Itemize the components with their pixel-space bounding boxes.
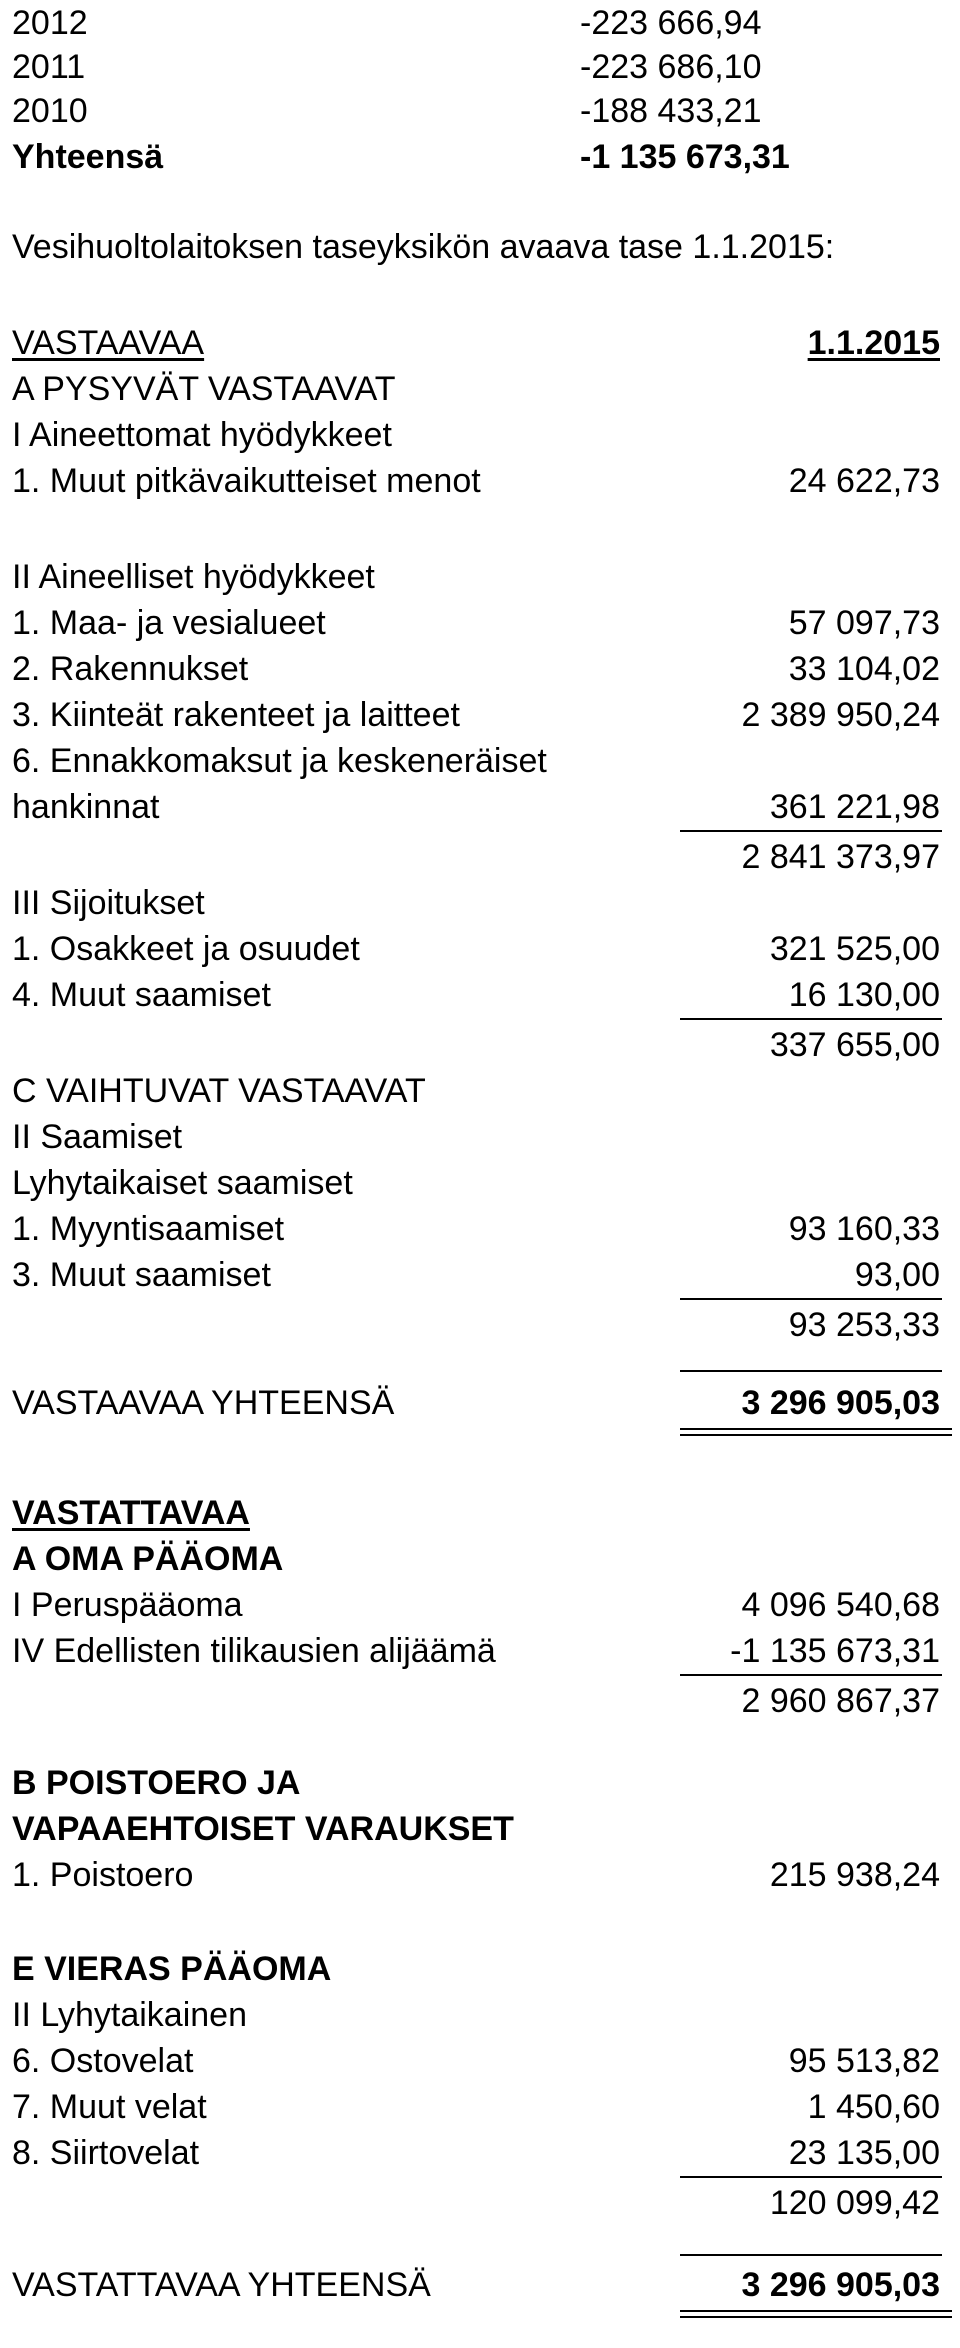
- history-year: 2011: [12, 48, 86, 86]
- line-item: [0, 2038, 960, 2084]
- subtotal-row: [0, 2180, 960, 2226]
- line-item-value: 93 160,33: [788, 1210, 940, 1248]
- section-e-row: [0, 1946, 960, 1992]
- line-item: [0, 926, 960, 972]
- history-year: 2010: [12, 92, 88, 130]
- subtotal-value: 93 253,33: [788, 1306, 940, 1344]
- section-iii-heading: III Sijoitukset: [12, 884, 205, 922]
- section-c-short-row: [0, 1160, 960, 1206]
- section-c-ii-heading: II Saamiset: [12, 1118, 183, 1156]
- total-rule-top: [680, 1370, 942, 1372]
- section-ii-heading: II Aineelliset hyödykkeet: [12, 558, 375, 596]
- line-item: [0, 784, 960, 830]
- line-item-value: 1 450,60: [807, 2088, 940, 2126]
- section-e-heading: E VIERAS PÄÄOMA: [12, 1950, 332, 1988]
- history-row: [0, 44, 960, 90]
- liabilities-total-value: 3 296 905,03: [741, 2266, 940, 2304]
- line-item-value: 33 104,02: [788, 650, 940, 688]
- line-item-label: 2. Rakennukset: [12, 650, 249, 688]
- line-item: [0, 2130, 960, 2176]
- liabilities-total-row: [0, 2262, 960, 2308]
- line-item-label: I Peruspääoma: [12, 1586, 243, 1624]
- assets-total-row: [0, 1380, 960, 1426]
- intro-text: Vesihuoltolaitoksen taseyksikön avaava tase 1.1.2015:: [12, 228, 835, 266]
- section-e-ii-heading: II Lyhytaikainen: [12, 1996, 247, 2034]
- history-row: [0, 0, 960, 46]
- line-item-value: 23 135,00: [788, 2134, 940, 2172]
- line-item-label: IV Edellisten tilikausien alijäämä: [12, 1632, 496, 1670]
- line-item-label: 1. Muut pitkävaikutteiset menot: [12, 462, 481, 500]
- line-item: [0, 972, 960, 1018]
- liabilities-heading: VASTATTAVAA: [12, 1494, 250, 1532]
- line-item-value: 215 938,24: [769, 1856, 940, 1894]
- subtotal-row: [0, 834, 960, 880]
- total-double-rule: [680, 2310, 952, 2318]
- section-c-short-heading: Lyhytaikaiset saamiset: [12, 1164, 353, 1202]
- section-b-heading: VAPAAEHTOISET VARAUKSET: [12, 1810, 514, 1848]
- subtotal-value: 2 841 373,97: [741, 838, 940, 876]
- section-b-row: [0, 1760, 960, 1806]
- line-item-label: 3. Muut saamiset: [12, 1256, 271, 1294]
- line-item: [0, 2084, 960, 2130]
- section-c-heading: C VAIHTUVAT VASTAAVAT: [12, 1072, 426, 1110]
- history-amount: -223 666,94: [580, 4, 762, 42]
- line-item-label: hankinnat: [12, 788, 160, 826]
- subtotal-rule: [680, 1298, 942, 1300]
- intro-row: [0, 224, 960, 270]
- section-b-heading: B POISTOERO JA: [12, 1764, 301, 1802]
- line-item-label: 6. Ostovelat: [12, 2042, 194, 2080]
- history-row: [0, 88, 960, 134]
- section-c-row: [0, 1068, 960, 1114]
- history-total-amount: -1 135 673,31: [580, 138, 790, 176]
- section-ii-row: [0, 554, 960, 600]
- line-item-label: 1. Poistoero: [12, 1856, 194, 1894]
- subtotal-row: [0, 1022, 960, 1068]
- section-a-row: [0, 366, 960, 412]
- line-item: [0, 1206, 960, 1252]
- line-item: [0, 646, 960, 692]
- line-item-label: 7. Muut velat: [12, 2088, 207, 2126]
- subtotal-value: 2 960 867,37: [741, 1682, 940, 1720]
- assets-date: 1.1.2015: [807, 324, 940, 362]
- subtotal-row: [0, 1678, 960, 1724]
- history-amount: -223 686,10: [580, 48, 762, 86]
- history-amount: -188 433,21: [580, 92, 762, 130]
- subtotal-rule: [680, 1018, 942, 1020]
- line-item-label: 4. Muut saamiset: [12, 976, 271, 1014]
- line-item-value: 57 097,73: [788, 604, 940, 642]
- subtotal-rule: [680, 2176, 942, 2178]
- line-item-value: 24 622,73: [788, 462, 940, 500]
- section-i-row: [0, 412, 960, 458]
- assets-total-label: VASTAAVAA YHTEENSÄ: [12, 1384, 395, 1422]
- line-item-value: 2 389 950,24: [741, 696, 940, 734]
- total-double-rule: [680, 1428, 952, 1436]
- total-rule-top: [680, 2254, 942, 2256]
- line-item-label: 1. Osakkeet ja osuudet: [12, 930, 360, 968]
- line-item-label: 1. Maa- ja vesialueet: [12, 604, 326, 642]
- line-item: [0, 692, 960, 738]
- history-total-label: Yhteensä: [12, 138, 164, 176]
- subtotal-value: 337 655,00: [769, 1026, 940, 1064]
- assets-heading-row: [0, 320, 960, 366]
- liabilities-total-label: VASTATTAVAA YHTEENSÄ: [12, 2266, 431, 2304]
- assets-heading: VASTAAVAA: [12, 324, 205, 362]
- line-item-value: 4 096 540,68: [741, 1586, 940, 1624]
- line-item-label: 1. Myyntisaamiset: [12, 1210, 285, 1248]
- section-iii-row: [0, 880, 960, 926]
- line-item: [0, 1582, 960, 1628]
- subtotal-row: [0, 1302, 960, 1348]
- history-total-row: [0, 134, 960, 180]
- line-item: [0, 458, 960, 504]
- section-c-ii-row: [0, 1114, 960, 1160]
- subtotal-rule: [680, 1674, 942, 1676]
- section-a-heading: A PYSYVÄT VASTAAVAT: [12, 370, 396, 408]
- line-item-label: 3. Kiinteät rakenteet ja laitteet: [12, 696, 460, 734]
- line-item: [0, 1628, 960, 1674]
- equity-heading-row: [0, 1536, 960, 1582]
- line-item-value: 16 130,00: [788, 976, 940, 1014]
- liabilities-heading-row: [0, 1490, 960, 1536]
- line-item-label: 8. Siirtovelat: [12, 2134, 200, 2172]
- line-item-value: -1 135 673,31: [730, 1632, 940, 1670]
- subtotal-value: 120 099,42: [769, 2184, 940, 2222]
- line-item-value: 95 513,82: [788, 2042, 940, 2080]
- section-e-ii-row: [0, 1992, 960, 2038]
- line-item: [0, 738, 960, 784]
- line-item-value: 321 525,00: [769, 930, 940, 968]
- subtotal-rule: [680, 830, 942, 832]
- line-item-value: 93,00: [854, 1256, 940, 1294]
- line-item-value: 361 221,98: [769, 788, 940, 826]
- line-item-label: 6. Ennakkomaksut ja keskeneräiset: [12, 742, 547, 780]
- line-item: [0, 600, 960, 646]
- history-year: 2012: [12, 4, 88, 42]
- section-i-heading: I Aineettomat hyödykkeet: [12, 416, 392, 454]
- line-item: [0, 1252, 960, 1298]
- assets-total-value: 3 296 905,03: [741, 1384, 940, 1422]
- section-b-row: [0, 1806, 960, 1852]
- equity-heading: A OMA PÄÄOMA: [12, 1540, 284, 1578]
- line-item: [0, 1852, 960, 1898]
